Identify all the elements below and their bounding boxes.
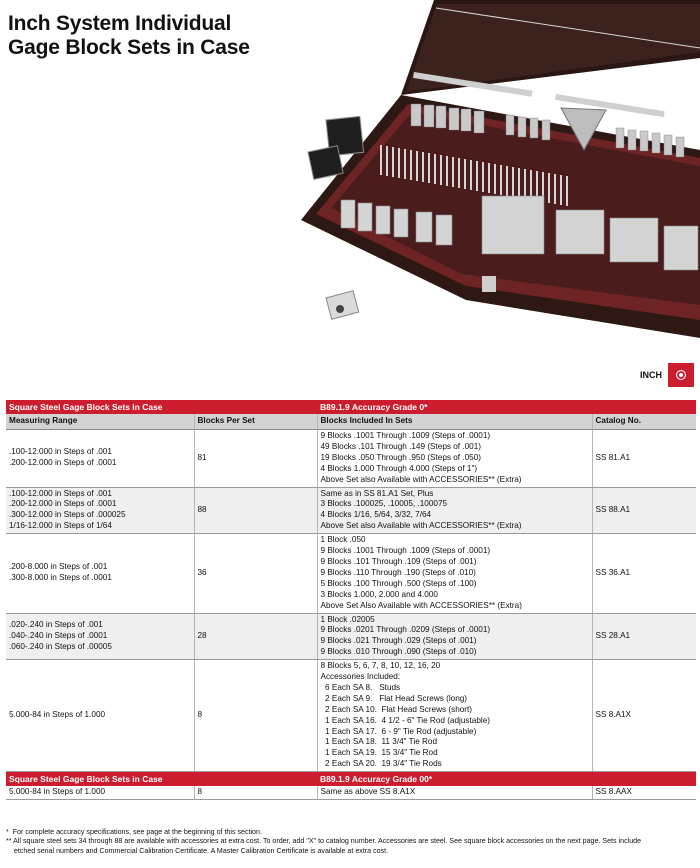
blocks-included-cell: 1 Block .02005 9 Blocks .0201 Through .0209 (Steps of .0001) 9 Blocks .021 Through .029 (Steps of .001) 9 Blocks .010 Through .090 (Steps of .010)	[317, 613, 592, 660]
table-row	[6, 613, 696, 660]
measuring-range-cell: .100-12.000 in Steps of .001 .200-12.000 in Steps of .0001	[6, 430, 194, 488]
gage-block-case-photo	[296, 0, 700, 338]
footnote-certificate: etched serial numbers and Commercial Calibration Certificate. A Master Calibration Certificate is available at extra cost.	[6, 846, 389, 855]
blocks-included-cell: Same as in SS 81.A1 Set, Plus 3 Blocks .100025, .10005, .100075 4 Blocks 1/16, 5/64, 3/32, 7/64 Above Set also Available with ACCESSORIES** (Extra)	[317, 487, 592, 534]
column-headers	[6, 414, 696, 430]
header-blocks-included: Blocks Included In Sets	[317, 414, 592, 430]
table-row	[6, 660, 696, 772]
measuring-range-cell: 5.000-84 in Steps of 1.000	[6, 660, 194, 772]
measuring-range-cell: .020-.240 in Steps of .001 .040-.240 in Steps of .0001 .060-.240 in Steps of .00005	[6, 613, 194, 660]
inch-badge-icon	[668, 363, 694, 387]
blocks-per-set-cell: 81	[194, 430, 317, 488]
section-grade: B89.1.9 Accuracy Grade 0*	[317, 400, 696, 414]
blocks-included-cell: 8 Blocks 5, 6, 7, 8, 10, 12, 16, 20 Accessories Included: 6 Each SA 8. Studs 2 Each SA 9. Flat Head Screws (long) 2 Each SA 10. Flat Head Screws (short) 1 Each SA 16. 4 1/2 - 6" Tie Rod (adjustable) 1 Each SA 17. 6 - 9" Tie Rod (adjustable) 1 Each SA 18. 11 3/4" Tie Rod 1 Each SA 19. 15 3/4" Tie Rod 2 Each SA 20. 19 3/4" Tie Rods	[317, 660, 592, 772]
section-header-grade-00	[6, 772, 696, 787]
blocks-per-set-cell: 8	[194, 660, 317, 772]
footnote-accuracy: * For complete accuracy specifications, see page at the beginning of this section.	[6, 828, 262, 836]
blocks-per-set-cell: 28	[194, 613, 317, 660]
blocks-per-set-cell: 88	[194, 487, 317, 534]
table-row	[6, 786, 696, 799]
blocks-included-cell: Same as above SS 8.A1X	[317, 786, 592, 799]
catalog-no-cell: SS 81.A1	[592, 430, 696, 488]
header-catalog-no: Catalog No.	[592, 414, 696, 430]
blocks-per-set-cell: 36	[194, 534, 317, 613]
measuring-range-cell: 5.000-84 in Steps of 1.000	[6, 786, 194, 799]
inch-system-badge	[640, 363, 694, 387]
section-header-grade-0	[6, 400, 696, 414]
catalog-no-cell: SS 8.A1X	[592, 660, 696, 772]
footnote-accessories: ** All square steel sets 34 through 88 are available with accessories at extra cost. To order, add "X" to catalog number. Accessories are steel. See square block accessories on the next page. Sets include	[6, 837, 642, 846]
inch-label: INCH	[640, 370, 662, 380]
section-title: Square Steel Gage Block Sets in Case	[6, 772, 317, 787]
page-title	[8, 12, 250, 60]
catalog-no-cell: SS 88.A1	[592, 487, 696, 534]
section-grade: B89.1.9 Accuracy Grade 00*	[317, 772, 696, 787]
table-row	[6, 534, 696, 613]
section-title: Square Steel Gage Block Sets in Case	[6, 400, 317, 414]
catalog-no-cell: SS 8.AAX	[592, 786, 696, 799]
catalog-no-cell: SS 28.A1	[592, 613, 696, 660]
title-line-1: Inch System Individual	[8, 12, 232, 35]
title-line-2: Gage Block Sets in Case	[8, 36, 250, 59]
measuring-range-cell: .100-12.000 in Steps of .001 .200-12.000 in Steps of .0001 .300-12.000 in Steps of .000025 1/16-12.000 in Steps of 1/64	[6, 487, 194, 534]
table-row	[6, 487, 696, 534]
footnotes	[6, 828, 696, 856]
blocks-included-cell: 9 Blocks .1001 Through .1009 (Steps of .0001) 49 Blocks .101 Through .149 (Steps of .001) 19 Blocks .050 Through .950 (Steps of .050) 4 Blocks 1.000 Through 4.000 (Steps of 1") Above Set also Available with ACCESSORIES** (Extra)	[317, 430, 592, 488]
gage-block-table	[6, 400, 696, 800]
table-row	[6, 430, 696, 488]
blocks-per-set-cell: 8	[194, 786, 317, 799]
blocks-included-cell: 1 Block .050 9 Blocks .1001 Through .1009 (Steps of .0001) 9 Blocks .101 Through .109 (Steps of .001) 9 Blocks .110 Through .190 (Steps of .010) 5 Blocks .100 Through .500 (Steps of .100) 3 Blocks 1.000, 2.000 and 4.000 Above Set Also Available with ACCESSORIES** (Extra)	[317, 534, 592, 613]
header-blocks-per-set: Blocks Per Set	[194, 414, 317, 430]
measuring-range-cell: .200-8.000 in Steps of .001 .300-8.000 in Steps of .0001	[6, 534, 194, 613]
header-measuring-range: Measuring Range	[6, 414, 194, 430]
catalog-no-cell: SS 36.A1	[592, 534, 696, 613]
